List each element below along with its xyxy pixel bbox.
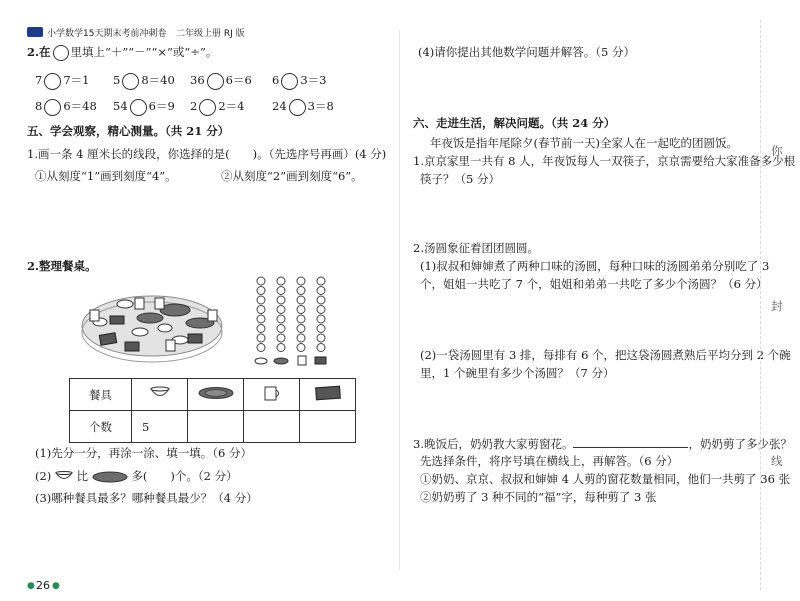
section6-q3-option2: ②奶奶剪了 3 种不同的“福”字，每种剪了 3 张 [420, 490, 657, 504]
operator-blank[interactable] [281, 73, 298, 90]
q4-prompt: (4)请你提出其他数学问题并解答。（5 分） [418, 45, 636, 59]
color-circle[interactable] [297, 287, 305, 295]
footer-dot-right: ● [52, 581, 60, 591]
color-circle[interactable] [277, 344, 285, 352]
operator-blank[interactable] [207, 73, 224, 90]
color-circle[interactable] [317, 315, 325, 323]
fill-equation: 36 6＝6 [190, 72, 252, 90]
tray-count[interactable] [300, 411, 356, 443]
section6-q2-2-line2: 里，1 个碗里有多少个汤圆？（7 分） [420, 366, 615, 380]
grade-label: 二年级上册 RJ 版 [176, 29, 245, 39]
dining-table-illustration [80, 276, 230, 368]
color-circle[interactable] [317, 296, 325, 304]
color-circle[interactable] [317, 277, 325, 285]
fill-equation: 2 2＝4 [190, 98, 244, 116]
color-circle[interactable] [257, 315, 265, 323]
color-circle[interactable] [297, 344, 305, 352]
plate-icon [188, 379, 244, 411]
cup-icon [244, 379, 300, 411]
section6-q2-1-line2: 个，姐姐一共吃了 7 个，姐姐和弟弟一共吃了多少个汤圆？（6 分） [420, 277, 768, 291]
coloring-columns[interactable] [252, 276, 337, 368]
table-header-label: 餐具 [70, 379, 132, 411]
tray-icon [300, 379, 356, 411]
color-circle[interactable] [317, 287, 325, 295]
section5-sub1: (1)先分一分，再涂一涂、填一填。（6 分） [35, 446, 253, 460]
color-circle[interactable] [297, 325, 305, 333]
fill-equation: 8 6＝48 [35, 98, 97, 116]
section6-q1-line1: 1.京京家里一共有 8 人，年夜饭每人一双筷子，京京需要给大家准备多少根 [413, 154, 796, 168]
color-circle[interactable] [277, 306, 285, 314]
section5-q1-option2[interactable]: ②从刻度“2”画到刻度“6”。 [221, 169, 363, 183]
tableware-count-table [69, 378, 356, 443]
color-circle[interactable] [317, 334, 325, 342]
color-circle[interactable] [277, 325, 285, 333]
color-circle[interactable] [297, 277, 305, 285]
fill-equation: 24 3＝8 [272, 98, 334, 116]
color-circle[interactable] [257, 287, 265, 295]
section5-sub3: (3)哪种餐具最多？哪种餐具最少？（4 分） [35, 491, 258, 505]
color-circle[interactable] [277, 296, 285, 304]
color-circle[interactable] [297, 334, 305, 342]
cup-count[interactable] [244, 411, 300, 443]
section6-q3-line2: 先选择条件，将序号填在横线上，再解答。（6 分） [420, 454, 679, 468]
fill-equation: 54 6＝9 [113, 98, 175, 116]
bowl-icon [132, 379, 188, 411]
color-circle[interactable] [257, 334, 265, 342]
section6-intro: 年夜饭是指年尾除夕(春节前一天)全家人在一起吃的团圆饭。 [430, 136, 738, 150]
section5-sub2: (2) 比 多( )个。（2 分） [35, 469, 238, 483]
color-circle[interactable] [257, 296, 265, 304]
section6-q1-line2: 筷子？（5 分） [420, 172, 500, 186]
color-circle[interactable] [317, 306, 325, 314]
color-circle[interactable] [317, 344, 325, 352]
plate-count[interactable] [188, 411, 244, 443]
series-title: 小学数学15天期末考前冲刺卷 [47, 29, 167, 39]
column-divider [399, 30, 400, 570]
operator-blank[interactable] [44, 99, 61, 116]
color-circle[interactable] [277, 315, 285, 323]
color-circle[interactable] [257, 306, 265, 314]
color-circle[interactable] [297, 315, 305, 323]
section6-q2-2-line1: (2)一袋汤圆里有 3 排，每排有 6 个，把这袋汤圆煮熟后平均分到 2 个碗 [420, 348, 791, 362]
table-count-label: 个数 [70, 411, 132, 443]
color-circle[interactable] [297, 296, 305, 304]
operator-blank[interactable] [289, 99, 306, 116]
color-circle[interactable] [257, 325, 265, 333]
binding-char-1: 你 [771, 144, 783, 158]
operator-blank[interactable] [130, 99, 147, 116]
color-circle[interactable] [257, 344, 265, 352]
section6-q3-line1: 3.晚饭后，奶奶教大家剪窗花。 ，奶奶剪了多少张？ [413, 437, 792, 451]
fill-equation: 5 8＝40 [113, 72, 175, 90]
section5-q1: 1.画一条 4 厘米长的线段，你选择的是( )。（先选序号再画）(4 分) [27, 147, 387, 161]
color-circle[interactable] [297, 306, 305, 314]
q3-answer-blank[interactable] [573, 435, 688, 448]
binding-char-2: 封 [771, 299, 783, 313]
q2-fill-prompt: 2.在 里填上“＋”“－”“×”或“÷”。 [27, 45, 218, 59]
color-circle[interactable] [277, 277, 285, 285]
fill-equation: 6 3＝3 [272, 72, 326, 90]
fill-equation: 7 7＝1 [35, 72, 89, 90]
operator-blank[interactable] [199, 99, 216, 116]
section5-title: 五、学会观察，精心测量。（共 21 分） [27, 124, 230, 138]
binding-char-3: 线 [771, 454, 783, 468]
section5-q1-option1[interactable]: ①从刻度“1”画到刻度“4”。 [35, 169, 177, 183]
section6-q2: 2.汤圆象征着团团圆圆。 [413, 241, 539, 255]
brand-logo [27, 27, 43, 37]
operator-blank[interactable] [44, 73, 61, 90]
section6-q2-1-line1: (1)叔叔和婶婶煮了两种口味的汤圆，每种口味的汤圆弟弟分别吃了 3 [420, 259, 770, 273]
section6-q3-option1: ①奶奶、京京、叔叔和婶婶 4 人剪的窗花数量相同，他们一共剪了 36 张 [420, 472, 791, 486]
bowl-count: 5 [132, 411, 188, 443]
footer-dot-left: ● [27, 581, 35, 591]
color-circle[interactable] [277, 334, 285, 342]
color-circle[interactable] [277, 287, 285, 295]
page-number: 26 [36, 579, 50, 592]
section6-title: 六、走进生活，解决问题。（共 24 分） [413, 116, 616, 130]
operator-blank[interactable] [122, 73, 139, 90]
color-circle[interactable] [317, 325, 325, 333]
color-circle[interactable] [257, 277, 265, 285]
section5-q2: 2.整理餐桌。 [27, 259, 97, 273]
